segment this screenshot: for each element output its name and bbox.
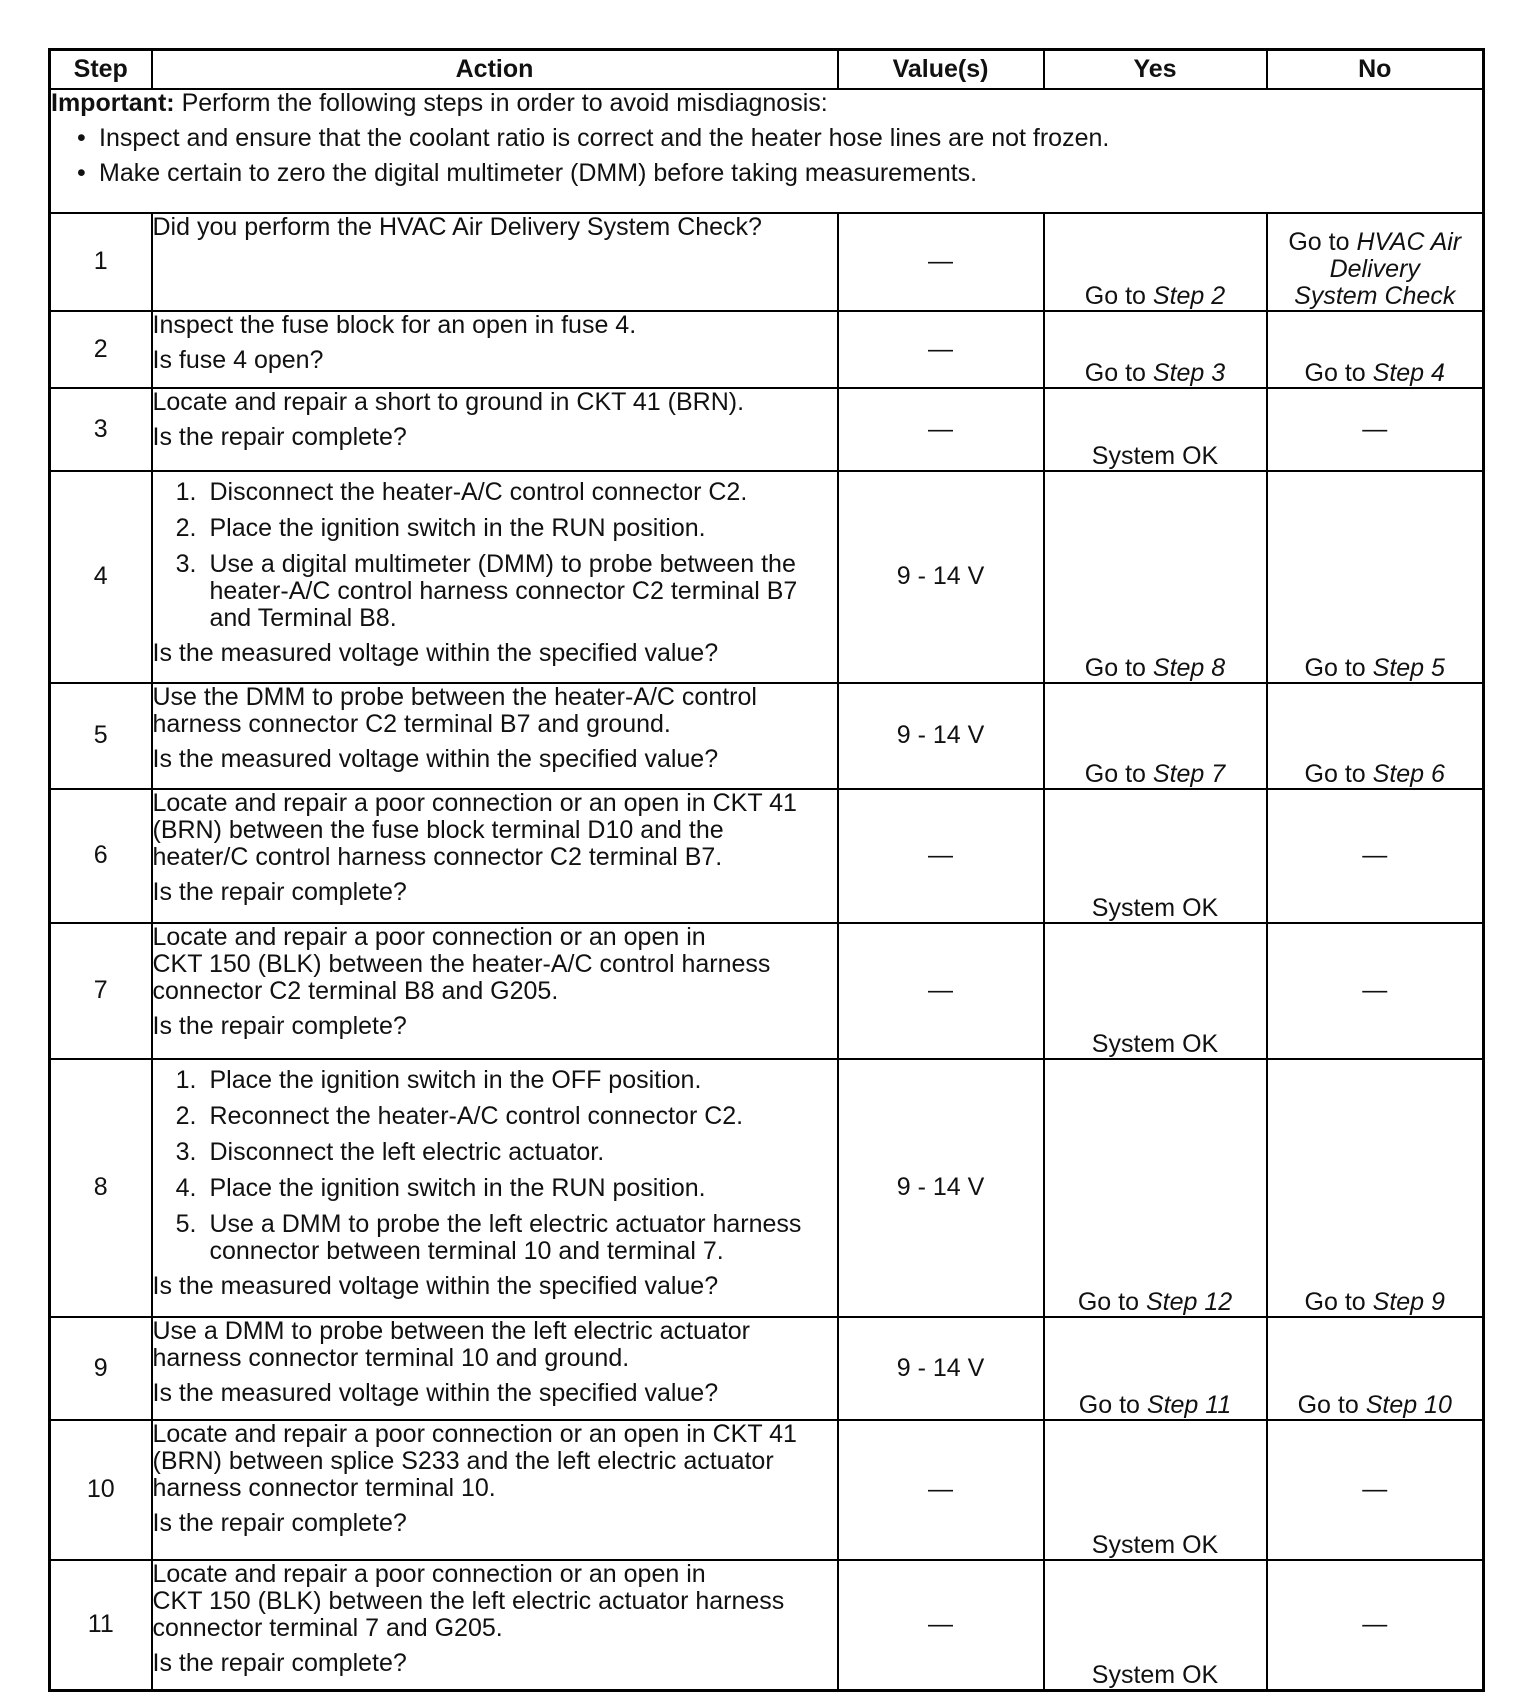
yes-cell [1044,1059,1267,1317]
important-text: Perform the following steps in order to avoid misdiagnosis: [181,88,828,117]
action-text: Locate and repair a poor connection or an open in CKT 150 (BLK) between the left electric actuator harness connector terminal 7 and G205. [152,1559,785,1642]
step-number: 10 [50,1420,152,1560]
value-cell: — [838,311,1044,388]
procedure-step-number: 2. [175,1101,197,1130]
step-number: 3 [50,388,152,471]
step-number: 2 [50,311,152,388]
action-cell [152,1420,838,1560]
step-number: 1 [50,213,152,311]
action-cell [152,1317,838,1420]
no-cell: — [1267,388,1484,471]
step-row [50,789,1484,923]
action-text: Locate and repair a poor connection or an open in CKT 41 (BRN) between the fuse block terminal D10 and the heater/C control harness connector C2 terminal B7. [152,788,797,871]
step-number: 8 [50,1059,152,1317]
step-number: 5 [50,683,152,789]
yes-cell [1044,311,1267,388]
action-question: Is the measured voltage within the specified value? [152,744,719,773]
go-to-target: HVAC Air Delivery System Check [1294,227,1462,310]
no-cell [1267,683,1484,789]
no-cell [1267,213,1484,311]
step-row [50,1560,1484,1691]
step-row [50,1059,1484,1317]
action-cell [152,789,838,923]
action-question: Is the measured voltage within the specified value? [152,1271,719,1300]
yes-cell: System OK [1044,1420,1267,1560]
go-to-target: Step 9 [1372,1287,1445,1316]
yes-cell [1044,471,1267,683]
go-to-target: Step 7 [1152,759,1226,788]
procedure-step-text: Place the ignition switch in the RUN position. [209,1173,706,1202]
go-to-label: Go to [1288,227,1350,256]
important-bullets [51,125,1482,187]
go-to-label: Go to [1304,1287,1366,1316]
go-to-label: Go to [1304,759,1366,788]
yes-cell: System OK [1044,789,1267,923]
action-question: Is the repair complete? [152,1648,407,1677]
procedure-step-number: 4. [175,1173,197,1202]
action-text: Inspect the fuse block for an open in fuse 4. [152,310,637,339]
no-cell: — [1267,923,1484,1059]
action-question: Is the repair complete? [152,877,407,906]
step-number: 4 [50,471,152,683]
action-cell [152,923,838,1059]
action-text: Locate and repair a poor connection or an open in CKT 41 (BRN) between splice S233 and the left electric actuator harness connector terminal 10. [152,1419,797,1502]
go-to-target: Step 4 [1372,358,1445,387]
value-cell: 9 - 14 V [838,471,1044,683]
procedure-step [153,515,837,542]
go-to-target: Step 3 [1152,358,1226,387]
procedure-step-number: 1. [175,1065,197,1094]
action-cell [152,1059,838,1317]
yes-cell: System OK [1044,923,1267,1059]
column-header-action: Action [152,50,838,89]
go-to-label: Go to [1297,1390,1359,1419]
go-to-target: Step 6 [1372,759,1445,788]
action-text: Locate and repair a short to ground in CKT 41 (BRN). [152,387,745,416]
important-label: Important: [51,88,175,117]
go-to-label: Go to [1078,1390,1140,1419]
yes-cell [1044,1317,1267,1420]
procedure-step-text: Disconnect the heater-A/C control connector C2. [209,477,748,506]
column-header-step: Step [50,50,152,89]
action-cell [152,471,838,683]
value-cell: — [838,213,1044,311]
go-to-label: Go to [1304,358,1366,387]
no-cell: — [1267,1420,1484,1560]
step-number: 7 [50,923,152,1059]
no-cell: — [1267,789,1484,923]
procedure-list [153,479,837,632]
procedure-step-text: Place the ignition switch in the RUN position. [209,513,706,542]
bullet-text: Make certain to zero the digital multimeter (DMM) before taking measurements. [99,158,978,187]
procedure-step [153,1103,837,1130]
action-text: Locate and repair a poor connection or an open in CKT 150 (BLK) between the heater-A/C control harness connector C2 terminal B8 and G205. [152,922,771,1005]
value-cell: 9 - 14 V [838,683,1044,789]
action-question: Is the repair complete? [152,422,407,451]
procedure-step [153,479,837,506]
important-row [50,89,1484,213]
go-to-target: Step 12 [1145,1287,1233,1316]
step-row [50,923,1484,1059]
value-cell: — [838,388,1044,471]
step-row [50,1420,1484,1560]
procedure-step [153,1211,837,1265]
procedure-step-number: 5. [175,1209,197,1238]
go-to-target: Step 8 [1152,653,1226,682]
column-header-yes: Yes [1044,50,1267,89]
yes-cell: System OK [1044,1560,1267,1691]
action-question: Is the measured voltage within the specified value? [152,1378,719,1407]
value-cell: — [838,923,1044,1059]
bullet-item [51,160,1482,187]
value-cell: 9 - 14 V [838,1059,1044,1317]
procedure-step-text: Reconnect the heater-A/C control connector C2. [209,1101,744,1130]
step-number: 11 [50,1560,152,1691]
action-cell [152,1560,838,1691]
procedure-step [153,1175,837,1202]
step-row [50,311,1484,388]
no-cell [1267,1059,1484,1317]
procedure-step-number: 1. [175,477,197,506]
action-question: Is the repair complete? [152,1011,407,1040]
go-to-label: Go to [1077,1287,1139,1316]
action-cell [152,213,838,311]
procedure-step-text: Disconnect the left electric actuator. [209,1137,605,1166]
procedure-step-number: 3. [175,1137,197,1166]
no-cell: — [1267,1560,1484,1691]
column-header-values: Value(s) [838,50,1044,89]
go-to-target: Step 11 [1146,1390,1232,1419]
step-row [50,1317,1484,1420]
action-text: Did you perform the HVAC Air Delivery System Check? [152,212,762,241]
bullet-icon: • [77,158,86,187]
action-text: Use the DMM to probe between the heater-A/C control harness connector C2 terminal B7 and ground. [152,682,757,738]
bullet-icon: • [77,123,86,152]
no-cell [1267,1317,1484,1420]
procedure-step [153,1139,837,1166]
procedure-step-text: Use a digital multimeter (DMM) to probe between the heater-A/C control harness connector C2 terminal B7 and Terminal B8. [209,549,798,632]
procedure-step [153,551,837,632]
procedure-list [153,1067,837,1265]
yes-cell: System OK [1044,388,1267,471]
step-row [50,471,1484,683]
procedure-step-number: 2. [175,513,197,542]
action-text: Use a DMM to probe between the left electric actuator harness connector terminal 10 and ground. [152,1316,751,1372]
value-cell: — [838,1560,1044,1691]
go-to-target: Step 5 [1372,653,1445,682]
important-note [50,89,1484,213]
bullet-item [51,125,1482,152]
procedure-step-text: Use a DMM to probe the left electric actuator harness connector between terminal 10 and terminal 7. [209,1209,802,1265]
procedure-step-number: 3. [175,549,197,578]
go-to-label: Go to [1084,653,1146,682]
action-cell [152,388,838,471]
no-cell [1267,311,1484,388]
step-number: 9 [50,1317,152,1420]
step-row [50,213,1484,311]
value-cell: — [838,1420,1044,1560]
value-cell: — [838,789,1044,923]
procedure-step [153,1067,837,1094]
action-cell [152,311,838,388]
value-cell: 9 - 14 V [838,1317,1044,1420]
column-header-no: No [1267,50,1484,89]
procedure-step-text: Place the ignition switch in the OFF position. [209,1065,702,1094]
go-to-label: Go to [1084,281,1146,310]
step-number: 6 [50,789,152,923]
step-row [50,683,1484,789]
action-cell [152,683,838,789]
go-to-label: Go to [1084,759,1146,788]
go-to-label: Go to [1084,358,1146,387]
yes-cell [1044,683,1267,789]
yes-cell [1044,213,1267,311]
go-to-label: Go to [1304,653,1366,682]
header-row [50,50,1484,89]
important-intro [51,90,1482,117]
action-question: Is the measured voltage within the specified value? [152,638,719,667]
step-row [50,388,1484,471]
bullet-text: Inspect and ensure that the coolant ratio is correct and the heater hose lines are not frozen. [99,123,1110,152]
diagnostic-table [48,48,1485,1692]
go-to-target: Step 2 [1152,281,1226,310]
action-question: Is fuse 4 open? [152,345,324,374]
action-question: Is the repair complete? [152,1508,407,1537]
go-to-target: Step 10 [1365,1390,1452,1419]
no-cell [1267,471,1484,683]
